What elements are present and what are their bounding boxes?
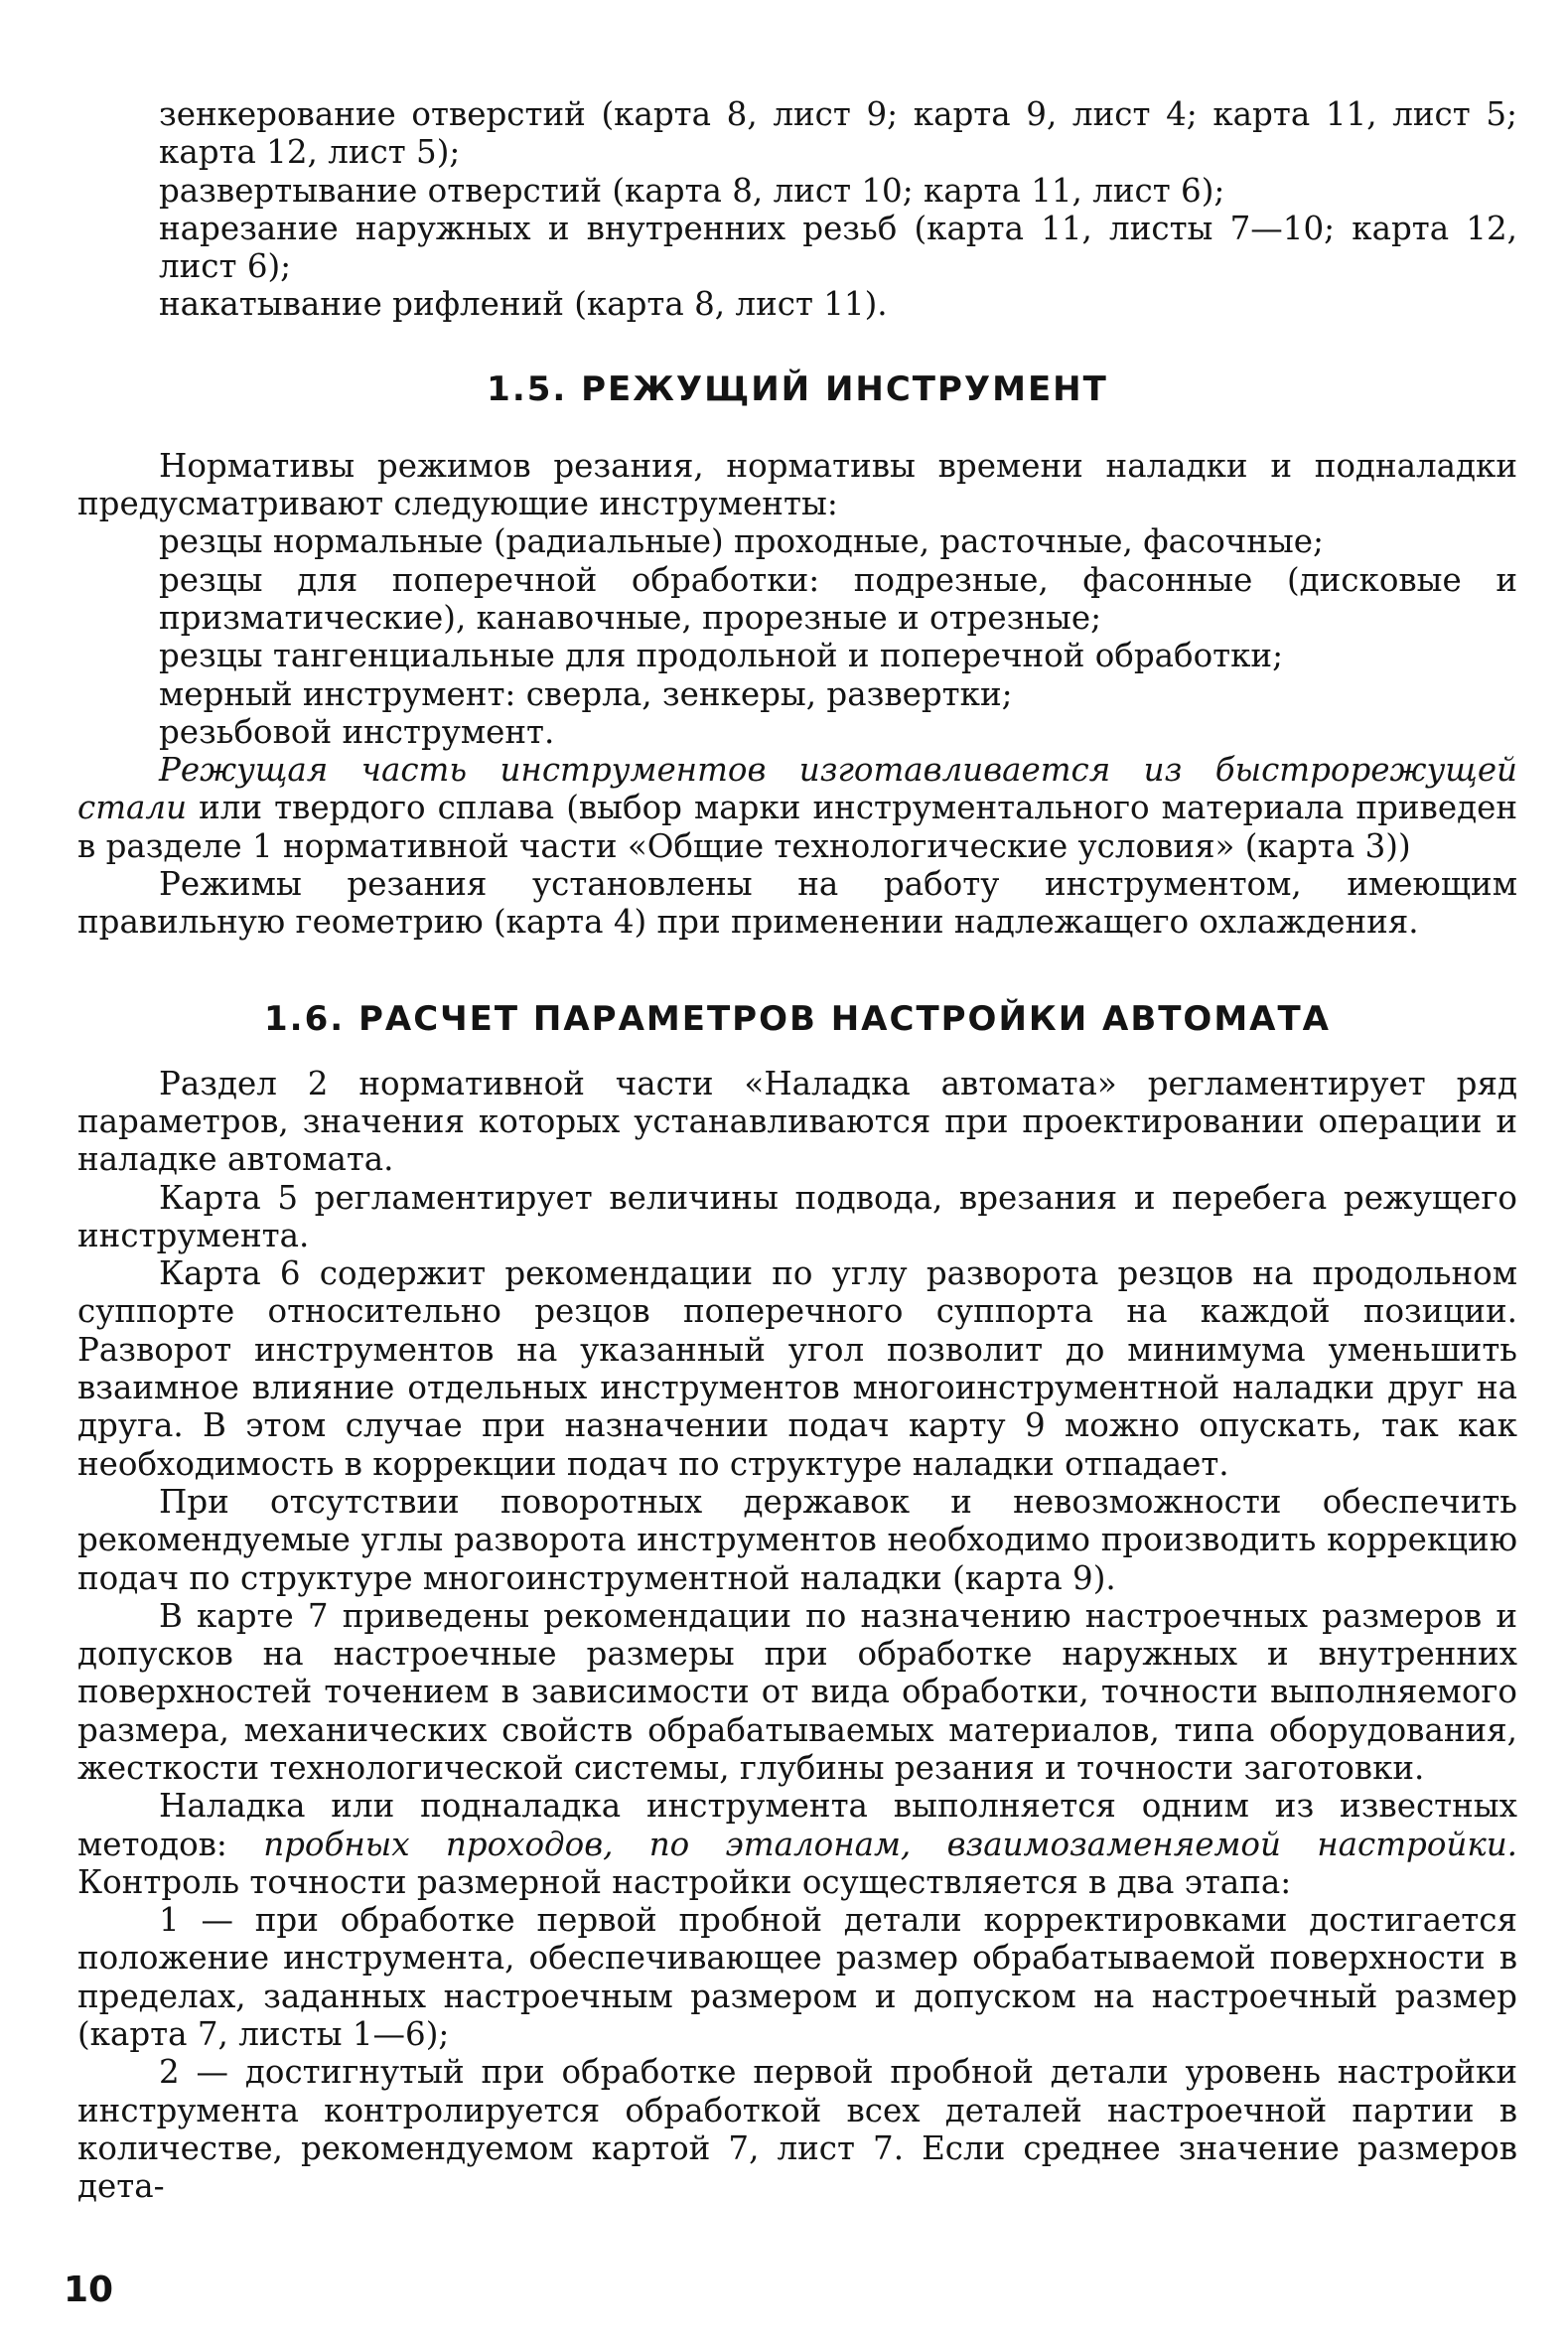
paragraph: Карта 6 содержит рекомендации по углу разворота резцов на продольном суппорте относительно резцов поперечного суппорта на каждой позиции. Разворот инструментов на указанный угол позволит до минимума уменьшить взаимное влияние отдельных инструментов многоинструментной наладки друг на друга. В этом случае при назначении подач карту 9 можно опускать, так как необходимость в коррекции подач по структуре наладки отпадает. <box>77 1254 1517 1483</box>
page-number: 10 <box>64 2270 114 2310</box>
paragraph-text: Контроль точности размерной настройки осуществляется в два этапа: <box>77 1862 1292 1901</box>
paragraph: При отсутствии поворотных державок и невозможности обеспечить рекомендуемые углы разворота инструментов необходимо производить коррекцию подач по структуре многоинструментной наладки (карта 9). <box>77 1482 1517 1597</box>
list-item: резьбовой инструмент. <box>159 712 555 751</box>
list-item: резцы нормальные (радиальные) проходные, расточные, фасочные; <box>159 522 1324 561</box>
page-text <box>77 95 1517 2206</box>
list-item: накатывание рифлений (карта 8, лист 11). <box>159 285 888 324</box>
paragraph: Карта 5 регламентирует величины подвода, врезания и перебега режущего инструмента. <box>77 1178 1517 1254</box>
paragraph <box>77 1787 1517 1901</box>
list-item: развертывание отверстий (карта 8, лист 10; карта 11, лист 6); <box>159 171 1225 210</box>
paragraph <box>77 751 1517 865</box>
list-item: резцы тангенциальные для продольной и поперечной обработки; <box>159 637 1284 675</box>
section-heading-1-6: 1.6. РАСЧЕТ ПАРАМЕТРОВ НАСТРОЙКИ АВТОМАТА <box>264 998 1331 1039</box>
list-item: нарезание наружных и внутренних резьб (карта 11, листы 7—10; карта 12, лист 6); <box>159 209 1517 286</box>
list-item: зенкерование отверстий (карта 8, лист 9; карта 9, лист 4; карта 11, лист 5; карта 12, лист 5); <box>159 95 1517 172</box>
paragraph-text: или твердого сплава (выбор марки инструментального материала приведен в разделе 1 нормативной части «Общие технологические условия» (карта 3)) <box>77 789 1517 865</box>
paragraph: В карте 7 приведены рекомендации по назначению настроечных размеров и допусков на настроечные размеры при обработке наружных и внутренних поверхностей точением в зависимости от вида обработки, точности выполняемого размера, механических свойств обрабатываемых материалов, типа оборудования, жесткости технологической системы, глубины резания и точности заготовки. <box>77 1596 1517 1787</box>
italic-text: Режущая часть инструментов изготавливается из быстрорежущей стали <box>77 751 1517 827</box>
paragraph: 2 — достигнутый при обработке первой пробной детали уровень настройки инструмента контролируется обработкой всех деталей настроечной партии в количестве, рекомендуемом картой 7, лист 7. Если среднее значение размеров дета- <box>77 2053 1517 2206</box>
italic-text: пробных проходов, по эталонам, взаимозаменяемой настройки. <box>263 1825 1517 1863</box>
paragraph: Нормативы режимов резания, нормативы времени наладки и подналадки предусматривают следующие инструменты: <box>77 446 1517 523</box>
list-item: мерный инструмент: сверла, зенкеры, развертки; <box>159 674 1013 713</box>
paragraph: Режимы резания установлены на работу инструментом, имеющим правильную геометрию (карта 4) при применении надлежащего охлаждения. <box>77 865 1517 942</box>
paragraph-text: Наладка или подналадка инструмента выполняется одним из известных методов: <box>77 1787 1517 1863</box>
list-item: резцы для поперечной обработки: подрезные, фасонные (дисковые и призматические), канавочные, прорезные и отрезные; <box>159 560 1517 637</box>
section-heading-1-5: 1.5. РЕЖУЩИЙ ИНСТРУМЕНТ <box>487 368 1108 409</box>
paragraph: Раздел 2 нормативной части «Наладка автомата» регламентирует ряд параметров, значения которых устанавливаются при проектировании операции и наладке автомата. <box>77 1064 1517 1179</box>
paragraph: 1 — при обработке первой пробной детали корректировками достигается положение инструмента, обеспечивающее размер обрабатываемой поверхности в пределах, заданных настроечным размером и допуском на настроечный размер (карта 7, листы 1—6); <box>77 1901 1517 2054</box>
